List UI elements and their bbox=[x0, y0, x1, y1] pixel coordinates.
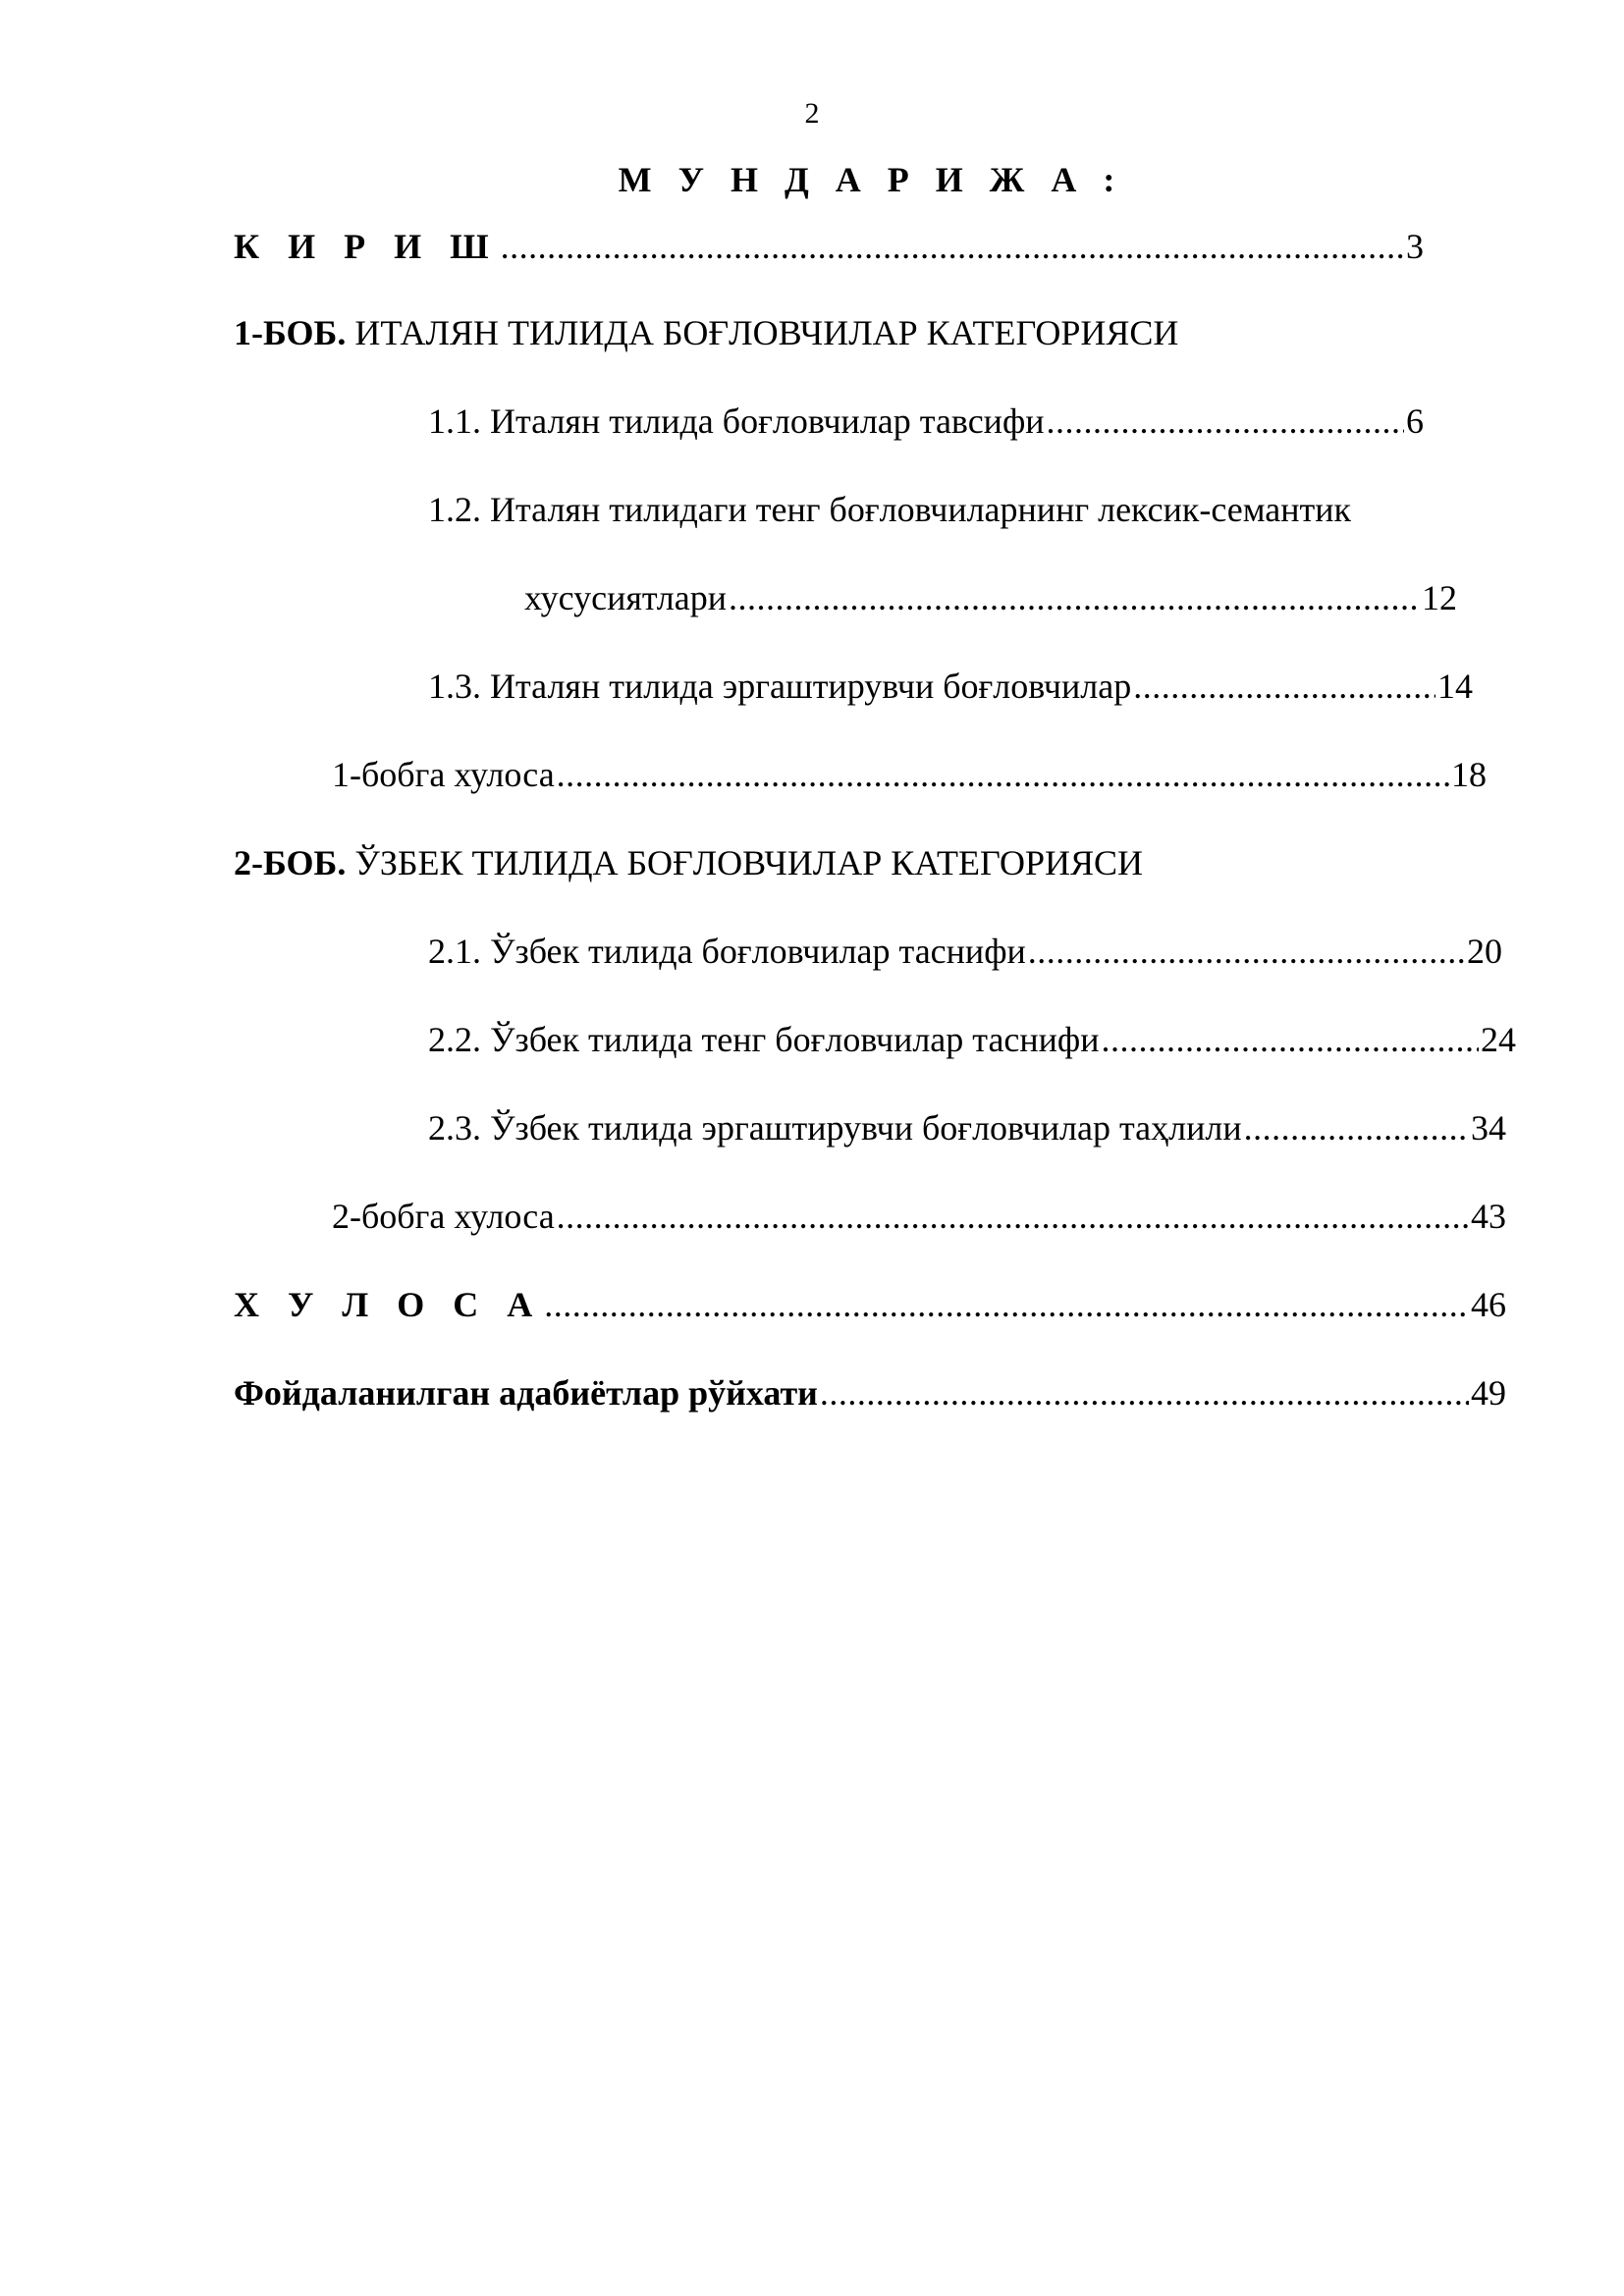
toc-page-number: 18 bbox=[1451, 755, 1487, 794]
dot-leader bbox=[1133, 664, 1435, 709]
toc-page-number: 46 bbox=[1471, 1285, 1506, 1324]
toc-entry-1-2-line1[interactable]: 1.2. Италян тилидаги тенг боғловчиларнинг лексик-семантик bbox=[428, 490, 1352, 529]
toc-entry-label: 2.2. Ўзбек тилида тенг боғловчилар таснифи bbox=[428, 1020, 1100, 1059]
dot-leader bbox=[1047, 399, 1404, 444]
toc-page-number: 6 bbox=[1406, 401, 1424, 441]
dot-leader bbox=[557, 1194, 1469, 1239]
chapter-title: ЎЗБЕК ТИЛИДА БОҒЛОВЧИЛАР КАТЕГОРИЯСИ bbox=[354, 843, 1143, 882]
toc-entry-label: 1-бобга хулоса bbox=[332, 755, 555, 794]
dot-leader bbox=[1028, 929, 1465, 974]
toc-page-number: 43 bbox=[1471, 1197, 1506, 1236]
toc-entry-label: Фойдаланилган адабиётлар рўйхати bbox=[234, 1373, 818, 1413]
toc-entry-2-1[interactable] bbox=[428, 929, 1502, 974]
page-number: 2 bbox=[804, 97, 820, 130]
toc-entry-chapter-1-conclusion[interactable] bbox=[332, 752, 1487, 797]
dot-leader bbox=[820, 1370, 1469, 1415]
toc-entry-label: 1.1. Италян тилида боғловчилар тавсифи bbox=[428, 401, 1045, 441]
toc-entry-chapter-2-conclusion[interactable] bbox=[332, 1194, 1506, 1239]
toc-entry-conclusion[interactable] bbox=[234, 1282, 1506, 1327]
toc-entry-label: К И Р И Ш bbox=[234, 227, 499, 266]
toc-entry-label: 2-бобга хулоса bbox=[332, 1197, 555, 1236]
toc-chapter-2-heading[interactable] bbox=[234, 840, 1143, 885]
toc-page-number: 12 bbox=[1422, 578, 1457, 617]
toc-entry-2-2[interactable] bbox=[428, 1017, 1516, 1062]
toc-entry-2-3[interactable] bbox=[428, 1105, 1506, 1150]
toc-page-number: 24 bbox=[1481, 1020, 1516, 1059]
toc-entry-label: хусусиятлари bbox=[524, 578, 727, 617]
toc-entry-label: 2.3. Ўзбек тилида эргаштирувчи боғловчилар таҳлили bbox=[428, 1108, 1242, 1148]
dot-leader bbox=[729, 575, 1420, 620]
toc-page-number: 3 bbox=[1406, 227, 1424, 266]
dot-leader bbox=[501, 224, 1404, 269]
toc-page-number: 14 bbox=[1437, 667, 1473, 706]
toc-page-number: 49 bbox=[1471, 1373, 1506, 1413]
toc-entry-label: 1.3. Италян тилида эргаштирувчи боғловчилар bbox=[428, 667, 1132, 706]
toc-entry-1-1[interactable] bbox=[428, 399, 1424, 444]
toc-entry-1-3[interactable] bbox=[428, 664, 1473, 709]
chapter-number: 2-БОБ. bbox=[234, 843, 347, 882]
toc-entry-references[interactable] bbox=[234, 1370, 1506, 1415]
toc-title: М У Н Д А Р И Ж А : bbox=[618, 160, 1124, 199]
dot-leader bbox=[557, 752, 1449, 797]
toc-entry-intro[interactable] bbox=[234, 224, 1424, 269]
dot-leader bbox=[544, 1282, 1469, 1327]
dot-leader bbox=[1244, 1105, 1469, 1150]
toc-page-number: 20 bbox=[1467, 932, 1502, 971]
toc-chapter-1-heading[interactable] bbox=[234, 310, 1178, 355]
toc-page-number: 34 bbox=[1471, 1108, 1506, 1148]
dot-leader bbox=[1102, 1017, 1479, 1062]
chapter-number: 1-БОБ. bbox=[234, 313, 347, 352]
toc-entry-label: 2.1. Ўзбек тилида боғловчилар таснифи bbox=[428, 932, 1026, 971]
chapter-title: ИТАЛЯН ТИЛИДА БОҒЛОВЧИЛАР КАТЕГОРИЯСИ bbox=[354, 313, 1179, 352]
toc-entry-label: Х У Л О С А bbox=[234, 1285, 543, 1324]
toc-entry-1-2-line2[interactable] bbox=[524, 575, 1457, 620]
